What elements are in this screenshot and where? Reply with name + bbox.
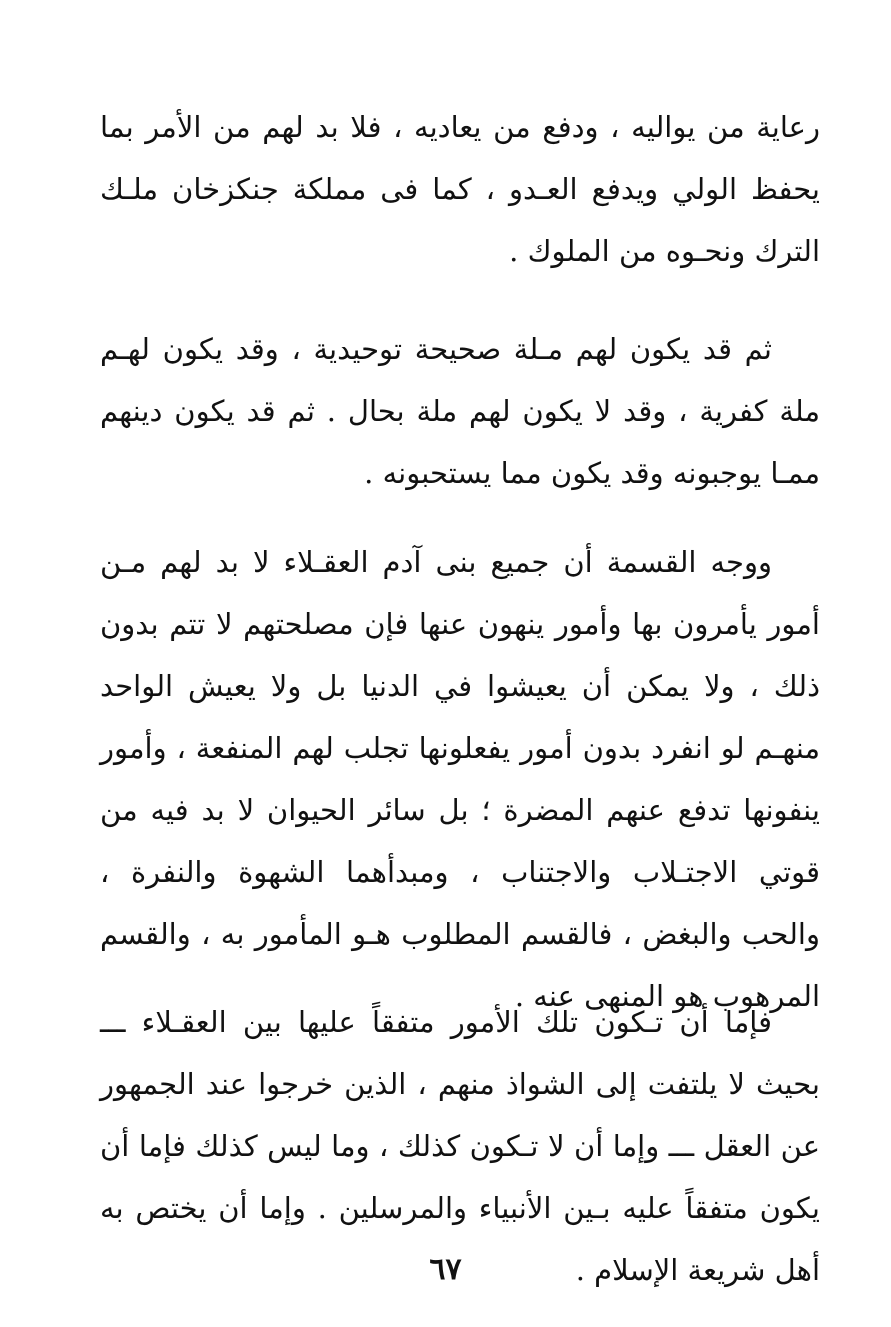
paragraph-division-reason: ووجه القسمة أن جميع بنى آدم العقـلاء لا بد لهم مـن أمور يأمرون بها وأمور ينهون عنها فإن مصلحتهم لا تتم بدون ذلك ، ولا يمكن أن يعيشوا في الدنيا بل ولا يعيش الواحد منهـم لو انفرد بدون أمور يفعلونها تجلب لهم المنفعة ، وأمور ينفونها تدفع عنهم المضرة ؛ بل سائر الحيوان لا بد فيه من قوتي الاجتـلاب والاجتناب ، ومبدأهما الشهوة والنفرة ، والحب والبغض ، فالقسم المطلوب هـو المأمور به ، والقسم المرهوب هو المنهى عنه . [100,545,820,1013]
paragraph-religion-types: ثم قد يكون لهم مـلة صحيحة توحيدية ، وقد يكون لهـم ملة كفرية ، وقد لا يكون لهم ملة بحال . ثم قد يكون دينهم ممـا يوجبونه وقد يكون مما يستحبونه . [100,332,820,490]
paragraph-agreement-cases: فإما أن تـكون تلك الأمور متفقاً عليها بين العقـلاء ـــ بحيث لا يلتفت إلى الشواذ منهم ، الذين خرجوا عند الجمهور عن العقل ـــ وإما أن لا تـكون كذلك ، وما ليس كذلك فإما أن يكون متفقاً عليه بـين الأنبياء والمرسلين . وإما أن يختص به أهل شريعة الإسلام . [100,1005,820,1287]
page-number: ٦٧ [429,1252,462,1287]
paragraph-continuation: رعاية من يواليه ، ودفع من يعاديه ، فلا بد لهم من الأمر بما يحفظ الولي ويدفع العـدو ، كما فى مملكة جنكزخان ملـك الترك ونحـوه من الملوك . [100,110,820,268]
